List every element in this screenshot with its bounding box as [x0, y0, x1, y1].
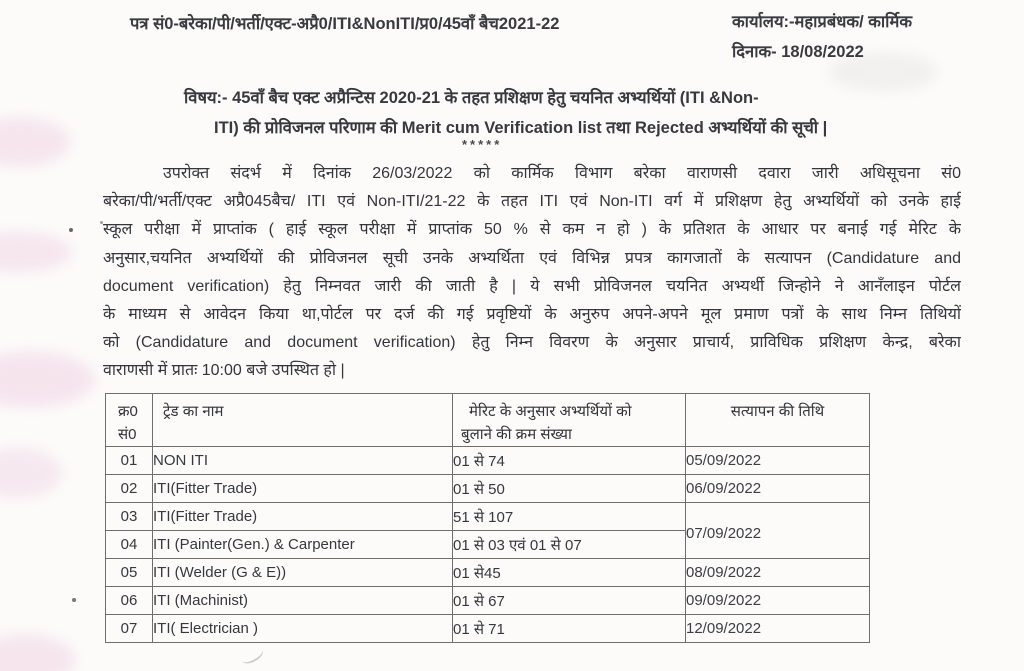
cell-trade: ITI( Electrician )	[153, 615, 453, 643]
body-line: वाराणसी में प्रातः 10:00 बजे उपस्थित हो |	[103, 362, 345, 380]
cell-date: 09/09/2022	[686, 587, 870, 615]
cell-trade: NON ITI	[153, 447, 453, 475]
cell-serial: 01	[106, 447, 153, 475]
body-line: को (Candidature and document verification) हेतु निम्न विवरण के अनुसार प्राचार्य, प्राविधिक प्रशिक्षण केन्द्र, बरेका	[103, 334, 961, 352]
cell-date-merged	[686, 503, 870, 559]
body-paragraph	[103, 160, 961, 388]
cell-range: 01 से 50	[453, 475, 686, 503]
cell-serial: 05	[106, 559, 153, 587]
pink-smudge	[0, 635, 75, 671]
cell-date: 12/09/2022	[686, 615, 870, 643]
cell-range: 51 से 107	[453, 503, 686, 531]
cell-date: 07/09/2022	[686, 525, 762, 542]
cell-range: 01 से45	[453, 559, 686, 587]
letter-ref-number: पत्र सं0-बरेका/पी/भर्ती/एक्ट-अप्रै0/ITI&NonITI/प्र0/45वाँ बैच2021-22	[130, 15, 560, 33]
table-row	[106, 503, 870, 531]
table-row	[106, 475, 870, 503]
body-line: document verification) हेतु निम्नवत जारी की जाती है | ये सभी प्रोविजनल चयनित अभ्यर्थी जिन्होने ने आनँलाइन पोर्टल	[103, 277, 961, 295]
cell-range: 01 से 71	[453, 615, 686, 643]
header-merit-range	[453, 394, 686, 447]
header-serial-line2: सं0	[118, 426, 137, 443]
cell-serial: 03	[106, 503, 153, 531]
header-serial-line1: क्र0	[118, 403, 138, 420]
table-row	[106, 587, 870, 615]
table-header-row	[106, 394, 870, 447]
cell-serial: 04	[106, 531, 153, 559]
table-row	[106, 559, 870, 587]
pink-smudge	[0, 118, 70, 166]
header-verification-date: सत्यापन की तिथि	[686, 394, 870, 447]
pink-smudge	[0, 448, 62, 498]
body-line: उपरोक्त संदर्भ में दिनांक 26/03/2022 को कार्मिक विभाग बरेका वाराणसी दवारा जारी अधिसूचना सं0	[163, 165, 961, 182]
cell-trade: ITI (Machinist)	[153, 587, 453, 615]
header-merit-line1: मेरिट के अनुसार अभ्यर्थियों को	[469, 403, 632, 420]
cell-range: 01 से 74	[453, 447, 686, 475]
cell-date: 06/09/2022	[686, 475, 870, 503]
cell-trade: ITI (Welder (G & E))	[153, 559, 453, 587]
body-line: बरेका/पी/भर्ती/एक्ट अप्रै045बैच/ ITI एवं Non-ITI/21-22 के तहत ITI एवं Non-ITI वर्ग में प्रशिक्षण हेतु अभ्यर्थियों को उनके हाई	[103, 193, 961, 211]
cell-date: 08/09/2022	[686, 559, 870, 587]
cell-range: 01 से 67	[453, 587, 686, 615]
ink-speck	[69, 228, 73, 232]
body-line: स्कूल परीक्षा में प्राप्तांक ( हाई स्कूल परीक्षा में प्राप्तांक 50 % से कम न हो ) के प्रतिशत के आधार पर बनाई गई मेरिट के	[103, 221, 961, 239]
separator-stars: *****	[462, 137, 503, 152]
pink-smudge	[0, 352, 95, 407]
table-row	[106, 447, 870, 475]
header-trade: ट्रेड का नाम	[153, 394, 453, 447]
cell-trade: ITI(Fitter Trade)	[153, 503, 453, 531]
ink-speck	[72, 598, 76, 602]
cell-range: 01 से 03 एवं 01 से 07	[453, 531, 686, 559]
subject-line-2: ITI) की प्रोविजनल परिणाम की Merit cum Verification list तथा Rejected अभ्यर्थियों की सूची |	[214, 119, 828, 137]
body-line: अनुसार,चयनित अभ्यर्थियों की प्रोविजनल सूची उनके अभ्यर्थिता एवं विभिन्न प्रपत्र कागजातों के सत्यापन (Candidature and	[103, 249, 961, 267]
pen-mark	[238, 643, 266, 667]
cell-trade: ITI (Painter(Gen.) & Carpenter	[153, 531, 453, 559]
cell-serial: 02	[106, 475, 153, 503]
cell-trade: ITI(Fitter Trade)	[153, 475, 453, 503]
body-line: के माध्यम से आवेदन किया था,पोर्टल पर दर्ज की गई प्रवृष्टियों के अनुरुप अपने-अपने मूल प्रमाण पत्रों के साथ निम्न तिथियों	[103, 305, 961, 323]
table-row	[106, 615, 870, 643]
cell-date: 05/09/2022	[686, 447, 870, 475]
header-merit-line2: बुलाने की क्रम संख्या	[461, 426, 572, 443]
pink-smudge	[0, 232, 72, 272]
letter-date: दिनाक- 18/08/2022	[732, 43, 864, 61]
cell-serial: 07	[106, 615, 153, 643]
cell-serial: 06	[106, 587, 153, 615]
subject-line-1: विषय:- 45वाँ बैच एक्ट अप्रैन्टिस 2020-21 के तहत प्रशिक्षण हेतु चयनित अभ्यर्थियों (ITI &Non-	[184, 89, 759, 107]
office-line: कार्यालय:-महाप्रबंधक/ कार्मिक	[732, 13, 912, 31]
verification-schedule-table	[105, 393, 870, 643]
header-serial	[106, 394, 153, 447]
